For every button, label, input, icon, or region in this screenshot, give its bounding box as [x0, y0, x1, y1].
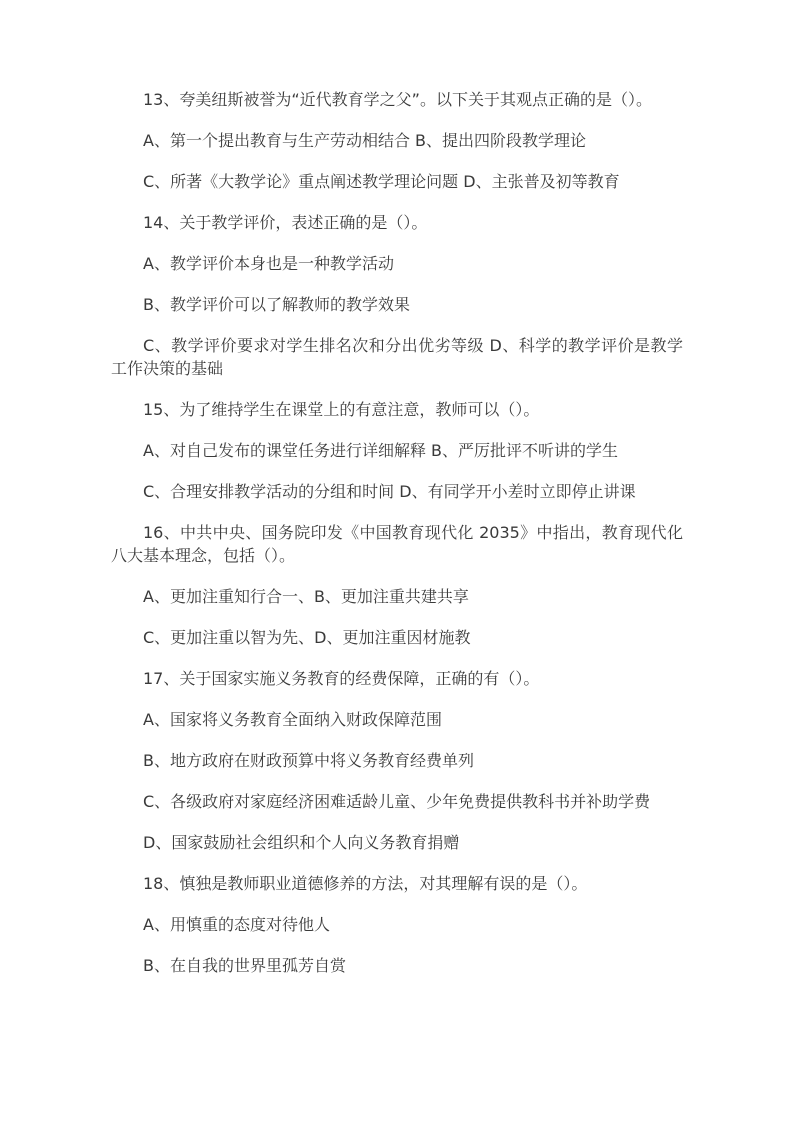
question-16-stem: 16、中共中央、国务院印发《中国教育现代化 2035》中指出，教育现代化八大基本理念，包括（）。 [111, 523, 683, 565]
question-15-stem: 15、为了维持学生在课堂上的有意注意，教师可以（）。 [143, 400, 540, 419]
question-18-option-a: A、用慎重的态度对待他人 [143, 915, 330, 934]
question-16-options-cd: C、更加注重以智为先、D、更加注重因材施教 [143, 628, 471, 647]
question-18-stem: 18、慎独是教师职业道德修养的方法，对其理解有误的是（）。 [143, 874, 588, 893]
question-13-stem: 13、夸美纽斯被誉为“近代教育学之父”。以下关于其观点正确的是（）。 [143, 90, 652, 109]
question-14-options-cd: C、教学评价要求对学生排名次和分出优劣等级 D、科学的教学评价是教学工作决策的基础 [111, 336, 683, 378]
question-13 [111, 88, 683, 193]
question-14-option-a: A、教学评价本身也是一种教学活动 [143, 254, 394, 273]
question-13-options-ab: A、第一个提出教育与生产劳动相结合 B、提出四阶段教学理论 [143, 131, 587, 150]
question-14-option-b: B、教学评价可以了解教师的教学效果 [143, 295, 410, 314]
question-16-options-ab: A、更加注重知行合一、B、更加注重共建共享 [143, 587, 469, 606]
question-14-stem: 14、关于教学评价，表述正确的是（）。 [143, 213, 428, 232]
question-15 [111, 398, 683, 503]
question-18 [111, 872, 683, 977]
question-17 [111, 667, 683, 854]
question-17-option-a: A、国家将义务教育全面纳入财政保障范围 [143, 710, 442, 729]
question-18-option-b: B、在自我的世界里孤芳自赏 [143, 956, 346, 975]
question-15-options-cd: C、合理安排教学活动的分组和时间 D、有同学开小差时立即停止讲课 [143, 482, 636, 501]
question-17-option-c: C、各级政府对家庭经济困难适龄儿童、少年免费提供教科书并补助学费 [143, 792, 651, 811]
question-13-options-cd: C、所著《大教学论》重点阐述教学理论问题 D、主张普及初等教育 [143, 172, 620, 191]
question-15-options-ab: A、对自己发布的课堂任务进行详细解释 B、严厉批评不听讲的学生 [143, 441, 619, 460]
question-17-option-d: D、国家鼓励社会组织和个人向义务教育捐赠 [143, 833, 460, 852]
question-16 [111, 521, 683, 649]
question-14 [111, 211, 683, 380]
question-17-stem: 17、关于国家实施义务教育的经费保障，正确的有（）。 [143, 669, 540, 688]
exam-questions-body [111, 88, 683, 995]
question-17-option-b: B、地方政府在财政预算中将义务教育经费单列 [143, 751, 474, 770]
